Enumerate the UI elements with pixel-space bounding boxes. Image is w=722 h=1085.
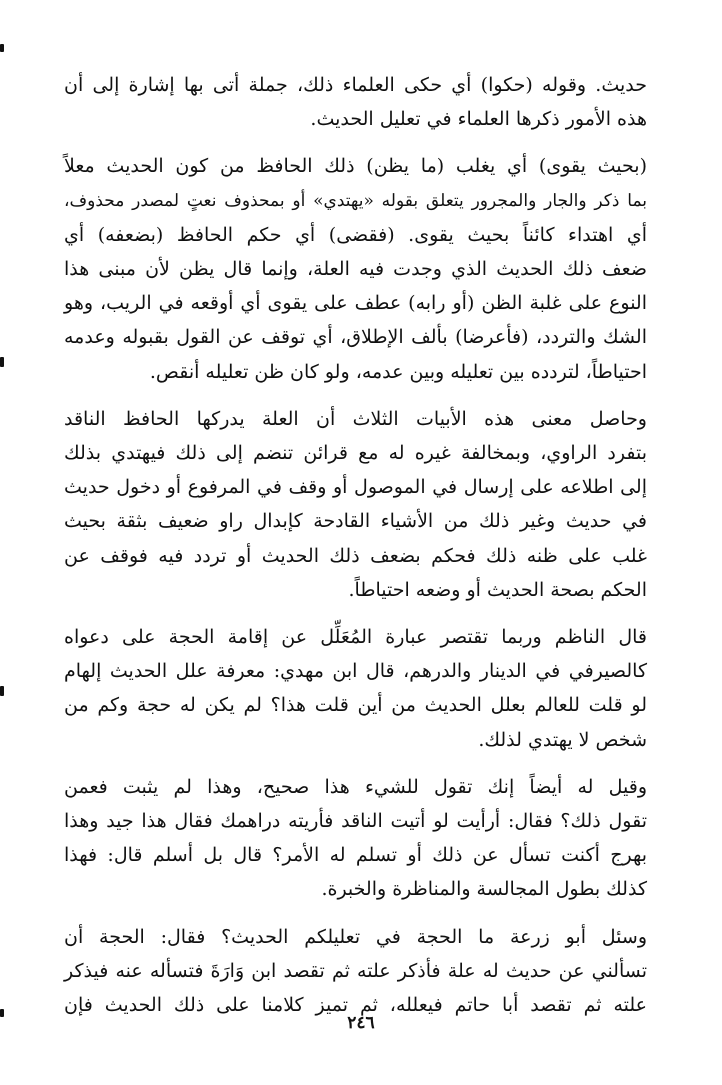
text-line: الحكم بصحة الحديث أو وضعه احتياطاً. xyxy=(348,578,647,601)
text-line: بما ذكر والجار والمجرور يتعلق بقوله «يهتدي» أو بمحذوف نعتٍ لمصدر محذوف، xyxy=(64,190,647,211)
scan-mark-lower xyxy=(0,686,4,696)
text-line: في حديث وغير ذلك من الأشياء القادحة كإبدال راو ضعيف بثقة بحيث xyxy=(64,510,647,533)
text-line: غلب على ظنه ذلك فحكم بضعف ذلك الحديث أو تردد فيه فوقف عن xyxy=(64,544,647,567)
page-number: ٢٤٦ xyxy=(347,1013,375,1033)
text-line: كذلك بطول المجالسة والمناظرة والخبرة. xyxy=(321,878,647,901)
paragraph-3 xyxy=(64,402,647,607)
text-line: حديث. وقوله (حكوا) أي حكى العلماء ذلك، جملة أتى بها إشارة إلى أن xyxy=(64,74,647,96)
text-line: احتياطاً، لتردده بين تعليله وبين عدمه، ولو كان ظن تعليله أنقص. xyxy=(149,360,647,383)
paragraph-6 xyxy=(64,920,647,1023)
paragraph-2 xyxy=(64,149,647,388)
text-line: هذه الأمور ذكرها العلماء في تعليل الحديث. xyxy=(310,108,647,131)
text-line: (بحيث يقوى) أي يغلب (ما يظن) ذلك الحافظ من كون الحديث معلاً xyxy=(64,155,647,178)
paragraph-1 xyxy=(64,68,647,136)
text-line: وحاصل معنى هذه الأبيات الثلاث أن العلة يدركها الحافظ الناقد xyxy=(64,407,647,430)
text-line: إلى اطلاعه على إرسال في الموصول أو وقف في المرفوع أو دخول حديث xyxy=(64,476,647,499)
text-line: علته ثم تقصد أبا حاتم فيعلله، ثم تميز كلامنا على ذلك الحديث فإن xyxy=(64,994,647,1017)
page-body xyxy=(64,68,647,1022)
scan-mark-top xyxy=(0,44,4,52)
paragraph-4 xyxy=(64,620,647,757)
text-line: لو قلت للعالم بعلل الحديث من أين قلت هذا؟ لم يكن له حجة وكم من xyxy=(64,694,647,717)
text-line: بهرج أكنت تسأل عن ذلك أو تسلم له الأمر؟ قال بل أسلم قال: فهذا xyxy=(64,844,647,867)
text-line: تقول ذلك؟ فقال: أرأيت لو أتيت الناقد فأريته دراهمك فقال هذا جيد وهذا xyxy=(64,810,647,833)
text-line: كالصيرفي في الدينار والدرهم، قال ابن مهدي: معرفة علل الحديث إلهام xyxy=(64,660,647,683)
paragraph-5 xyxy=(64,770,647,907)
text-line: النوع على غلبة الظن (أو رابه) عطف على يقوى أي أوقعه في الريب، وهو xyxy=(64,292,647,315)
text-line: ضعف ذلك الحديث الذي وجدت فيه العلة، وإنما قال يظن لأن مبنى هذا xyxy=(64,258,647,281)
text-line: تسألني عن حديث له علة فأذكر علته ثم تقصد ابن وَارَةَ فتسأله عنه فيذكر xyxy=(64,959,647,982)
text-line: شخص لا يهتدي لذلك. xyxy=(478,728,647,751)
text-line: وقيل له أيضاً إنك تقول للشيء هذا صحيح، وهذا لم يثبت فعمن xyxy=(64,775,647,798)
scan-mark-middle xyxy=(0,357,4,367)
text-line: وسئل أبو زرعة ما الحجة في تعليلكم الحديث؟ فقال: الحجة أن xyxy=(64,925,647,948)
text-line: الشك والتردد، (فأعرضا) بألف الإطلاق، أي توقف عن القول بقبوله وعدمه xyxy=(64,326,647,349)
text-line: قال الناظم وربما تقتصر عبارة المُعَلِّل عن إقامة الحجة على دعواه xyxy=(64,626,647,649)
text-line: بتفرد الراوي، وبمخالفة غيره له مع قرائن تنضم إلى ذلك فيهتدي بذلك xyxy=(64,442,647,465)
text-line: أي اهتداء كائناً بحيث يقوى. (فقضى) أي حكم الحافظ (بضعفه) أي xyxy=(64,223,647,246)
